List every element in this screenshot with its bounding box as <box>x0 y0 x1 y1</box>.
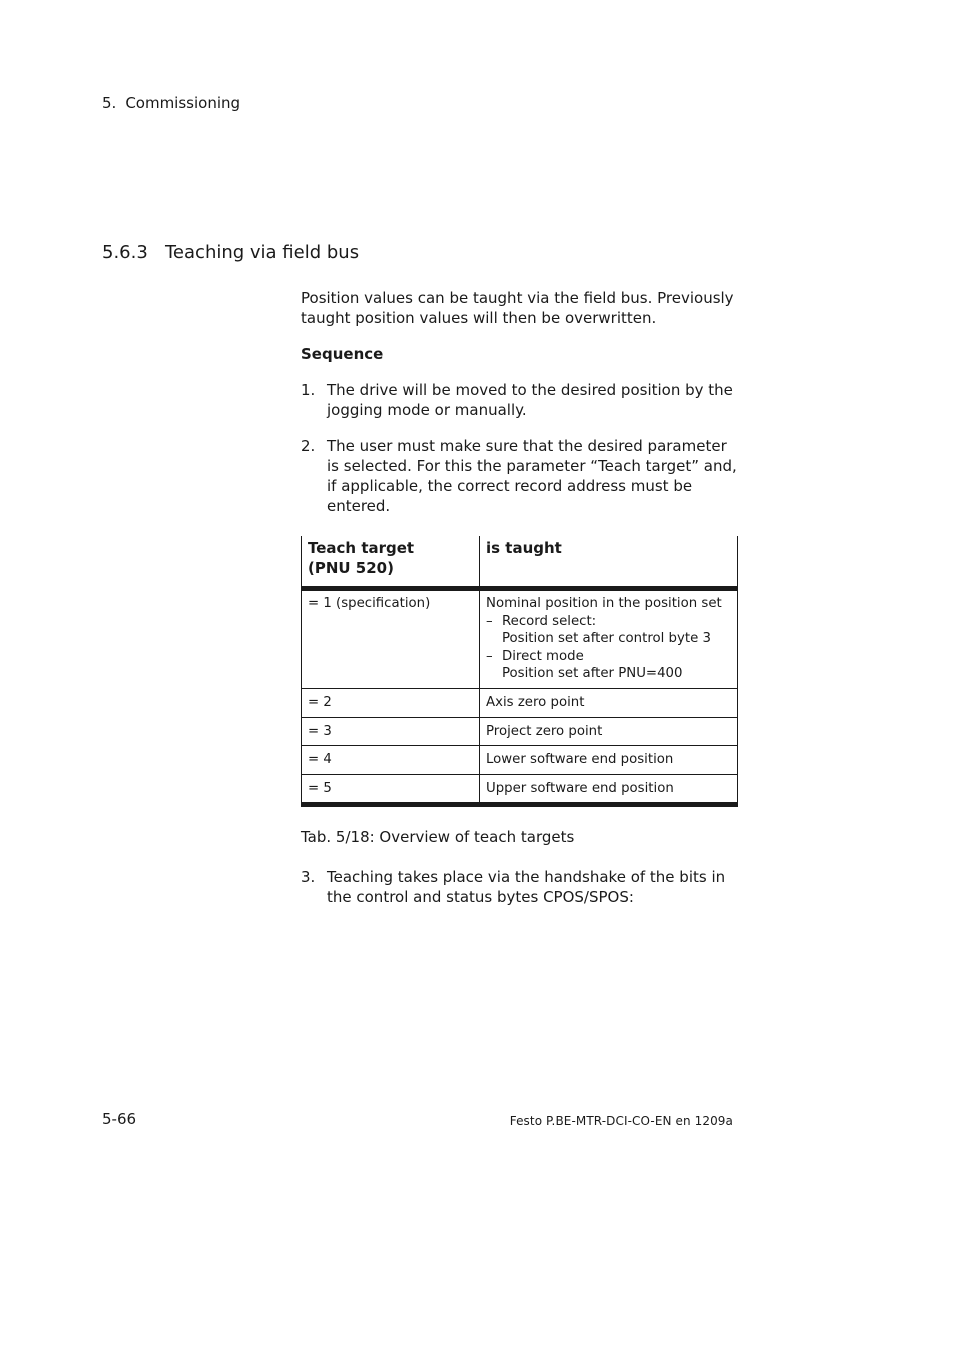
header-teach-target-line1: Teach target <box>308 539 415 557</box>
table-row <box>302 589 738 689</box>
chapter-number: 5. <box>102 94 117 112</box>
dash-item-record-select <box>486 613 731 648</box>
table-row <box>302 746 738 775</box>
document-id: Festo P.BE-MTR-DCI-CO-EN en 1209a <box>509 1114 733 1128</box>
dash-bullet: – <box>486 648 493 664</box>
cell-taught <box>480 589 738 689</box>
header-is-taught: is taught <box>480 536 738 589</box>
teach-targets-table <box>301 536 738 807</box>
main-content <box>301 288 741 923</box>
taught-main: Nominal position in the position set <box>486 596 722 611</box>
dash-item-detail: Position set after control byte 3 <box>502 631 711 646</box>
cell-taught: Lower software end position <box>480 746 738 775</box>
step-2 <box>301 436 741 516</box>
intro-paragraph: Position values can be taught via the field bus. Previously taught position values will then be overwritten. <box>301 289 734 327</box>
table-header-row <box>302 536 738 589</box>
step-number: 2. <box>301 437 316 455</box>
header-teach-target <box>302 536 480 589</box>
cell-target: = 2 <box>302 689 480 718</box>
table-row <box>302 717 738 746</box>
cell-taught: Project zero point <box>480 717 738 746</box>
table-row <box>302 774 738 805</box>
dash-item-direct-mode <box>486 648 731 683</box>
cell-taught: Axis zero point <box>480 689 738 718</box>
step-text: The user must make sure that the desired parameter is selected. For this the parameter “Teach target” and, if applicable, the correct record address must be entered. <box>327 437 737 515</box>
dash-item-title: Record select: <box>502 613 597 629</box>
step-number: 3. <box>301 868 316 886</box>
cell-target: = 3 <box>302 717 480 746</box>
cell-target: = 5 <box>302 774 480 805</box>
section-heading <box>102 242 359 263</box>
sequence-heading: Sequence <box>301 345 384 363</box>
section-title: Teaching via field bus <box>165 242 360 263</box>
dash-bullet: – <box>486 613 493 629</box>
table-row <box>302 689 738 718</box>
table-caption: Tab. 5/18: Overview of teach targets <box>301 828 575 846</box>
cell-taught: Upper software end position <box>480 774 738 805</box>
step-text: Teaching takes place via the handshake of the bits in the control and status bytes CPOS/SPOS: <box>327 868 726 906</box>
step-1 <box>301 380 741 420</box>
page-number: 5-66 <box>102 1110 137 1128</box>
cell-target: = 4 <box>302 746 480 775</box>
running-head <box>102 94 240 112</box>
cell-target: = 1 (specification) <box>302 589 480 689</box>
step-3 <box>301 867 741 907</box>
section-number: 5.6.3 <box>102 242 148 263</box>
chapter-title: Commissioning <box>125 94 241 112</box>
dash-item-detail: Position set after PNU=400 <box>502 666 683 681</box>
header-teach-target-line2: (PNU 520) <box>308 559 394 577</box>
dash-item-title: Direct mode <box>502 648 584 664</box>
step-text: The drive will be moved to the desired position by the jogging mode or manually. <box>327 381 733 419</box>
step-number: 1. <box>301 381 316 399</box>
